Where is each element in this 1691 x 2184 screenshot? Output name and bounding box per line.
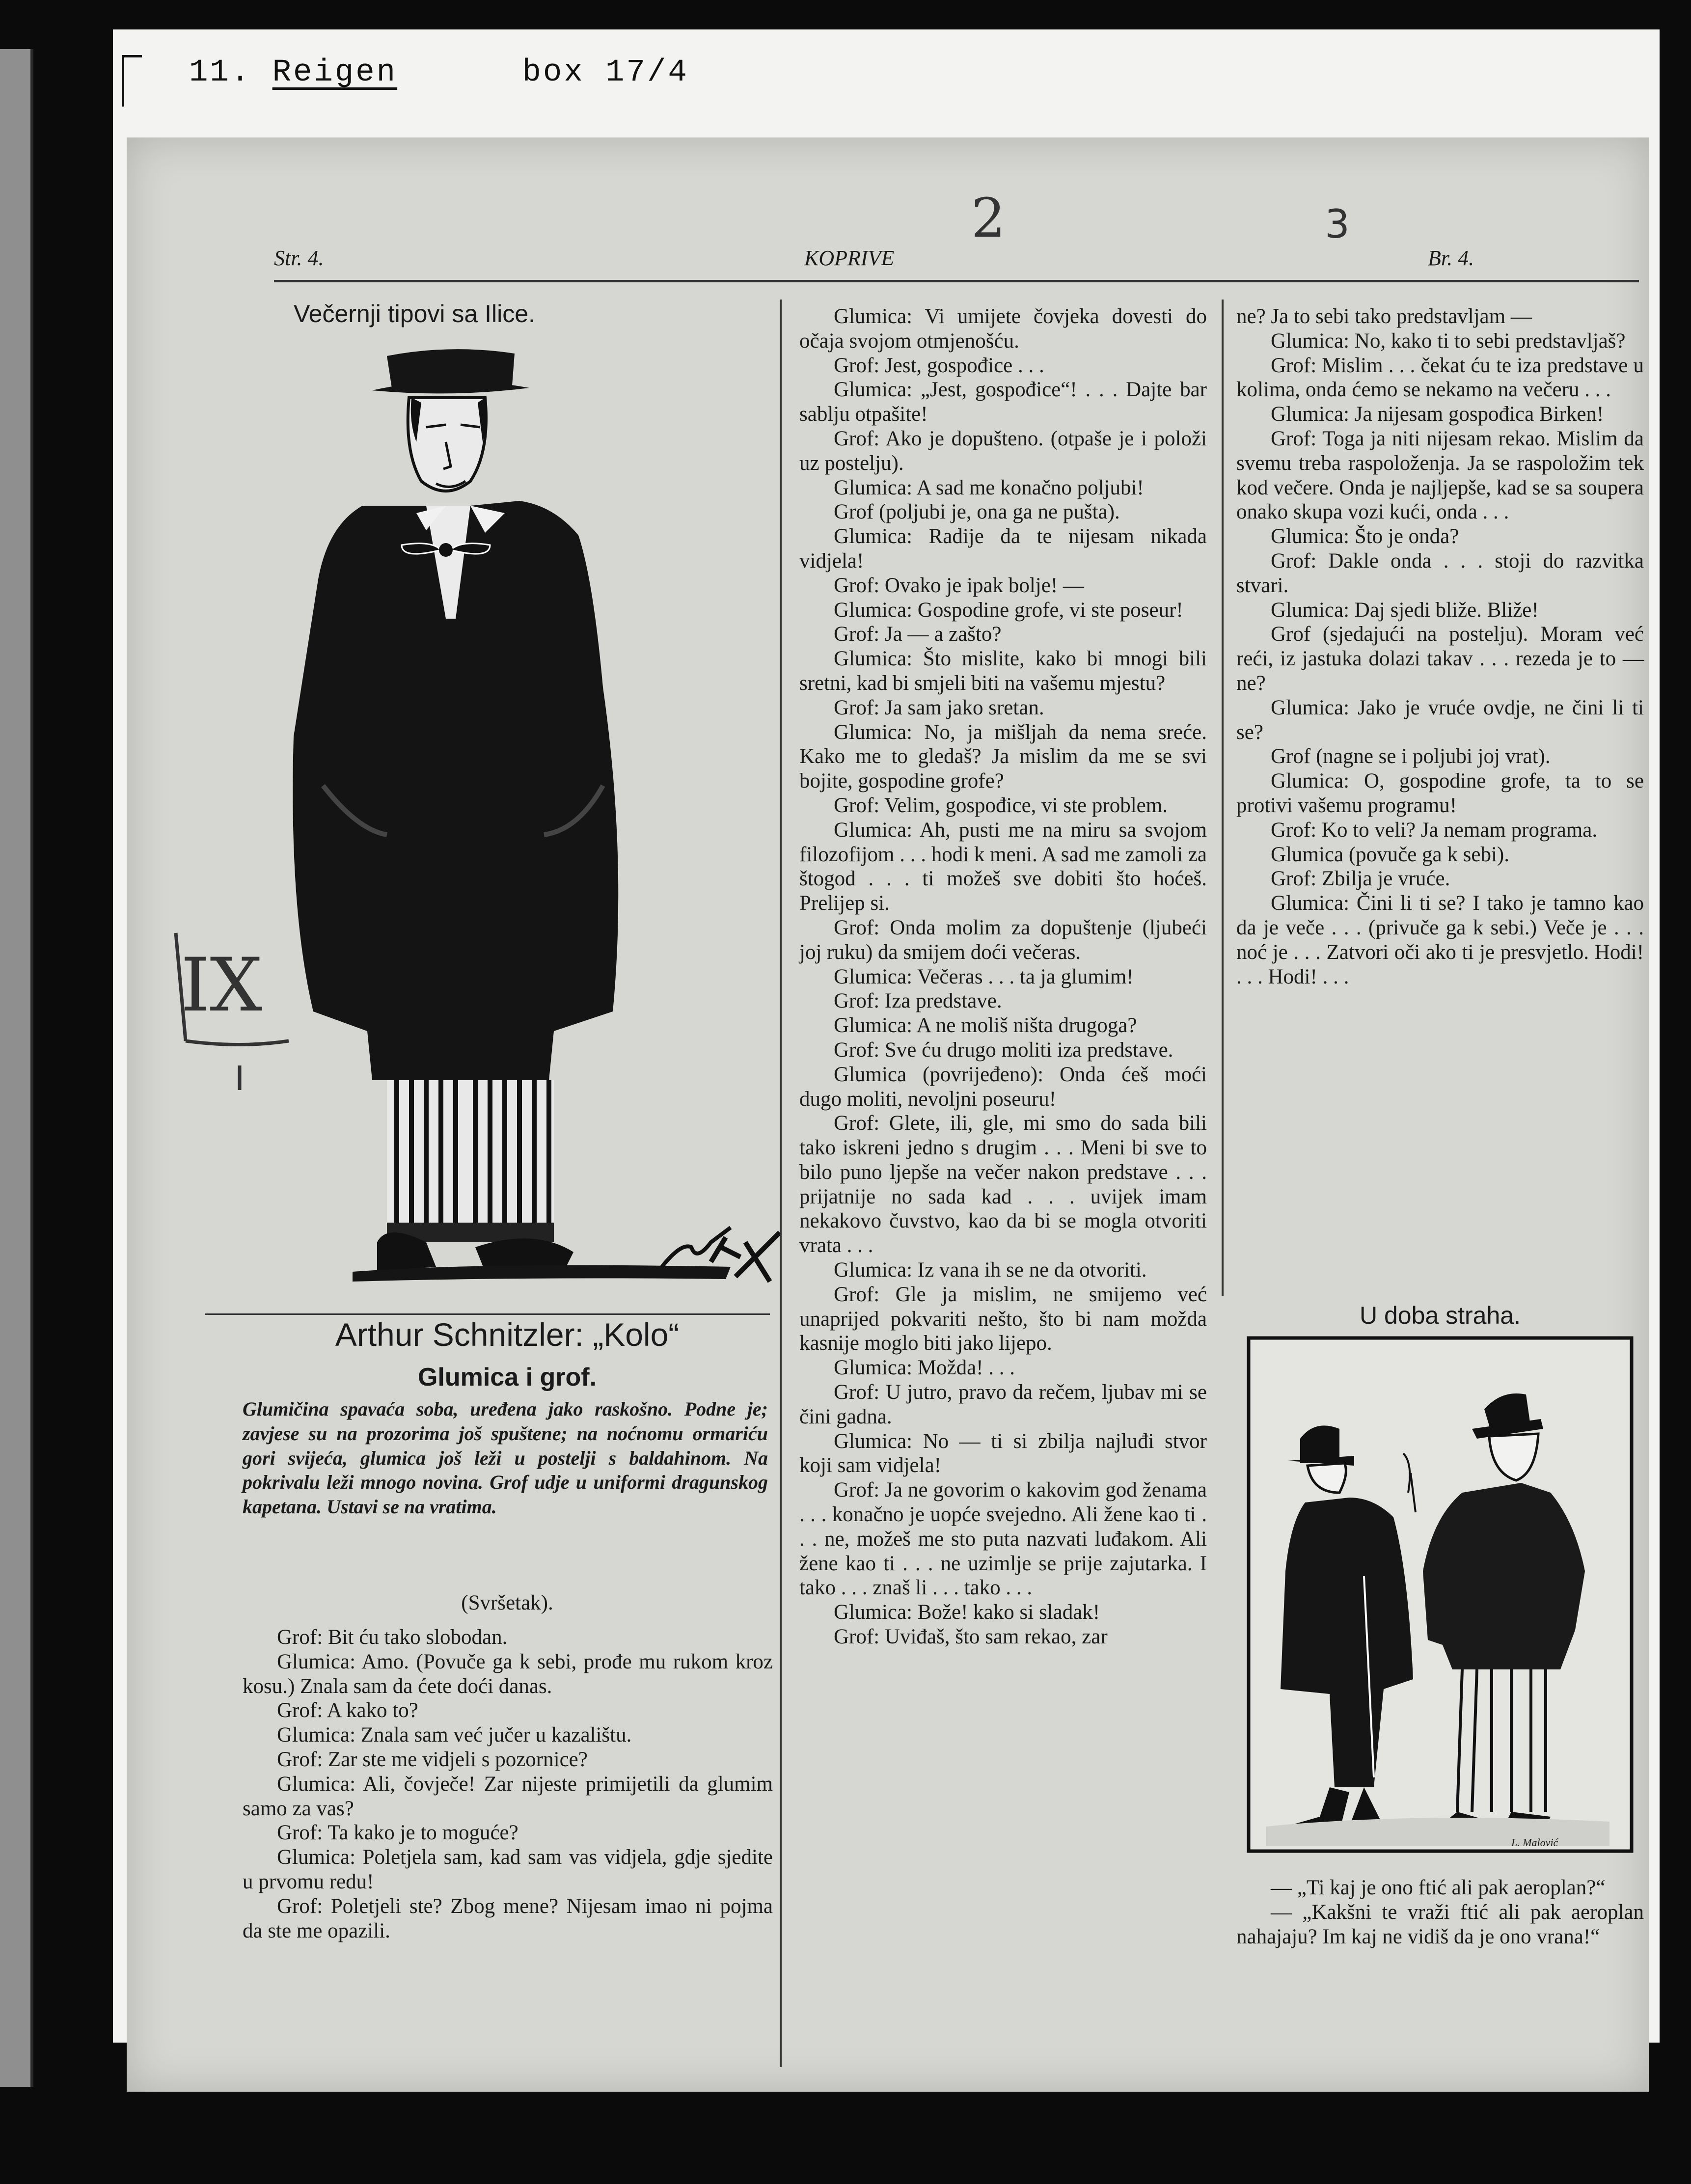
dialogue-line: Glumica: Poletjela sam, kad sam vas vidjela, gdje sjedite u prvomu redu!	[243, 1846, 773, 1893]
dialogue-line: Grof: Ko to veli? Ja nemam programa.	[1271, 818, 1598, 842]
dialogue-line: Glumica: Ah, pusti me na miru sa svojom filozofijom . . . hodi k meni. A sad me zamoli za štogod . . . ti možeš sve dobiti što hoćeš. Prelijep si.	[799, 818, 1207, 915]
article-subtitle: Glumica i grof.	[417, 1363, 597, 1392]
evening-gentleman-cartoon	[240, 344, 760, 1301]
dialogue-line: Grof: Ja sam jako sretan.	[834, 696, 1044, 719]
dialogue-line: Grof: Iza predstave.	[834, 989, 1002, 1013]
dialogue-line: Grof: Ovako je ipak bolje! —	[834, 573, 1084, 597]
column-3-dialogue	[1236, 304, 1644, 989]
ending-note: (Svršetak).	[461, 1591, 553, 1614]
box-number: box 17/4	[522, 55, 689, 90]
corner-mark	[122, 55, 142, 107]
dialogue-line: Grof: Glete, ili, gle, mi smo do sada bili tako iskreni jedno s drugim . . . Meni bi sve to bilo puno ljepše na večer nakon predstave . . . prijatnije no sada kad . . . uvijek imam nekakovo čuvstvo, kao da bi se mogla otvoriti vrata . . .	[799, 1112, 1207, 1257]
dialogue-line: Grof: Ja ne govorim o kakovim god ženama . . . konačno je uopće svejedno. Ali žene kao ti . . . ne, možeš me sto puta nazvati luđakom. Ali žene kao ti . . . ne uzimlje se prije zajutarka. I tako . . . znaš li . . . tako . . .	[799, 1478, 1207, 1600]
dialogue-line: Glumica: Večeras . . . ta ja glumim!	[834, 965, 1134, 988]
dialogue-line: Grof: Poletjeli ste? Zbog mene? Nijesam imao ni pojma da ste me opazili.	[243, 1894, 773, 1942]
dialogue-line: Glumica: Čini li ti se? I tako je tamno kao da je veče . . . (privuče ga k sebi.) Veče je . . . noć je . . . Zatvori oči ako ti je presvjetlo. Hodi! . . . Hodi! . . .	[1236, 892, 1644, 988]
dialogue-line: Grof: Sve ću drugo moliti iza predstave.	[834, 1038, 1173, 1062]
column-divider-left	[780, 300, 782, 2067]
handwritten-page-number: 2	[971, 187, 1006, 249]
dialogue-line: Glumica: A ne moliš ništa drugoga?	[834, 1014, 1137, 1037]
dialogue-line: Glumica: Bože! kako si sladak!	[834, 1601, 1100, 1624]
newspaper-page	[127, 137, 1649, 2092]
dialogue-line: Glumica: Vi umijete čovjeka dovesti do očaja svojom otmjenošću.	[799, 305, 1207, 353]
dialogue-line: Grof: U jutro, pravo da rečem, ljubav mi se čini gadna.	[799, 1381, 1207, 1428]
dialogue-line: Grof: Zar ste me vidjeli s pozornice?	[277, 1747, 588, 1771]
dialogue-line: Grof: Ja — a zašto?	[834, 623, 1002, 646]
archive-label	[189, 55, 689, 90]
dialogue-line: Glumica: „Jest, gospođice“! . . . Dajte bar sablju otpašite!	[799, 378, 1207, 426]
dialogue-line: Grof: Uviđaš, što sam rekao, zar	[834, 1625, 1108, 1649]
dialogue-line: Grof: Ta kako je to moguće?	[277, 1821, 518, 1845]
dialogue-line: ne? Ja to sebi tako predstavljam —	[1236, 305, 1532, 328]
dialogue-line: Grof: Toga ja niti nijesam rekao. Mislim da svemu treba raspoloženja. Ja se raspoložim tek kod večere. Onda je najljepše, kad se sa soupera onako skupa vozi kući, onda . . .	[1236, 427, 1644, 524]
dialogue-line: Glumica: Znala sam već jučer u kazalištu.	[277, 1723, 632, 1747]
dialogue-line: Grof: Dakle onda . . . stoji do razvitka stvari.	[1236, 549, 1644, 597]
stage-direction: Glumičina spavaća soba, uređena jako raskošno. Podne je; zavjese su na prozorima još spuštene; na noćnomu ormariću gori svijeća, glumica još leži u postelji s baldahinom. Na pokrivalu leži mnogo novina. Grof udje u uniformi dragunskog kapetana. Ustavi se na vratima.	[243, 1398, 768, 1518]
handwritten-mark: 3	[1325, 201, 1350, 247]
cartoon-top-title: Večernji tipovi sa Ilice.	[294, 300, 535, 328]
item-number: 11.	[189, 55, 252, 90]
dialogue-line: Grof: Ako je dopušteno. (otpaše je i položi uz postelju).	[799, 427, 1207, 475]
dialogue-line: Glumica: Ja nijesam gospođica Birken!	[1271, 403, 1604, 426]
dialogue-line: Glumica: No — ti si zbilja najluđi stvor koji sam vidjela!	[799, 1429, 1207, 1477]
dialogue-line: Glumica: Ali, čovječe! Zar nijeste primijetili da glumim samo za vas?	[243, 1772, 773, 1820]
header-rule	[274, 280, 1639, 282]
bird-or-airplane-cartoon	[1118, 1198, 1691, 1861]
dialogue-line: Grof: Velim, gospođice, vi ste problem.	[834, 793, 1168, 817]
column-1-dialogue	[243, 1625, 773, 1943]
dialogue-line: Glumica: Jako je vruće ovdje, ne čini li ti se?	[1236, 696, 1644, 744]
cartoon-top-signature	[706, 1228, 785, 1291]
dialogue-line: Glumica: Gospodine grofe, vi ste poseur!	[834, 598, 1183, 622]
dialogue-line: Glumica: No, ja mišljah da nema sreće. Kako me to gledaš? Ja mislim da me se svi bojite, gospodine grofe?	[799, 720, 1207, 793]
dialogue-line: Grof (poljubi je, ona ga ne pušta).	[834, 500, 1120, 524]
cartoon-bottom-rule	[205, 1313, 770, 1315]
dialogue-line: Glumica: No, kako ti to sebi predstavljaš?	[1271, 329, 1626, 353]
dialogue-line: Glumica (povuče ga k sebi).	[1271, 843, 1509, 866]
dialogue-line: Glumica: Iz vana ih se ne da otvoriti.	[834, 1258, 1147, 1282]
dialogue-line: Glumica (povrijeđeno): Onda ćeš moći dugo moliti, nevoljni poseuru!	[799, 1063, 1207, 1111]
dialogue-line: Glumica: Radije da te nijesam nikada vidjela!	[799, 525, 1207, 573]
journal-title: KOPRIVE	[804, 246, 895, 270]
dialogue-line: Grof: Gle ja mislim, ne smijemo već unaprijed pokvariti nešto, što bi nam možda kasnije moglo biti jako lijepo.	[799, 1283, 1207, 1355]
dialogue-line: Grof: Jest, gospođice . . .	[834, 354, 1044, 377]
dialogue-line: Glumica: Daj sjedi bliže. Bliže!	[1271, 598, 1539, 622]
issue-number: Br. 4.	[1428, 246, 1474, 270]
adjacent-page-edge	[0, 49, 33, 2087]
dialogue-line: Grof: A kako to?	[277, 1699, 418, 1722]
dialogue-line: Glumica: Što je onda?	[1271, 525, 1459, 548]
joke-line: — „Kakšni te vraži ftić ali pak aeroplan nahajaju? Im kaj ne vidiš da je ono vrana!“	[1236, 1900, 1644, 1948]
cartoon-bottom-title: U doba straha.	[1360, 1302, 1521, 1329]
handwritten-roman-numeral: IX	[181, 943, 263, 1028]
page-number-header: Str. 4.	[274, 246, 324, 270]
cartoon-bottom-signature: L. Malović	[1511, 1836, 1558, 1849]
dialogue-line: Glumica: O, gospodine grofe, ta to se protivi vašemu programu!	[1236, 769, 1644, 817]
dialogue-line: Grof (nagne se i poljubi joj vrat).	[1271, 745, 1551, 768]
dialogue-line: Grof: Bit ću tako slobodan.	[277, 1626, 508, 1649]
cartoon-caption-joke	[1236, 1876, 1644, 1949]
joke-line: — „Ti kaj je ono ftić ali pak aeroplan?“	[1271, 1876, 1606, 1899]
column-divider-right	[1222, 300, 1224, 1296]
dialogue-line: Grof: Mislim . . . čekat ću te iza predstave u kolima, onda ćemo se nekamo na večeru . . .	[1236, 354, 1644, 402]
dialogue-line: Glumica: Što mislite, kako bi mnogi bili sretni, kad bi smjeli biti na vašemu mjestu?	[799, 647, 1207, 695]
article-title: Arthur Schnitzler: „Kolo“	[335, 1316, 680, 1353]
dialogue-line: Glumica: A sad me konačno poljubi!	[834, 476, 1144, 499]
item-title: Reigen	[272, 55, 398, 90]
dialogue-line: Glumica: Možda! . . .	[834, 1356, 1015, 1380]
dialogue-line: Glumica: Amo. (Povuče ga k sebi, prođe mu rukom kroz kosu.) Znala sam da ćete doći danas.	[243, 1650, 773, 1698]
dialogue-line: Grof (sjedajući na postelju). Moram već reći, iz jastuka dolazi takav . . . rezeda je to — ne?	[1236, 623, 1644, 695]
dialogue-line: Grof: Zbilja je vruće.	[1271, 867, 1450, 891]
dialogue-line: Grof: Onda molim za dopuštenje (ljubeći joj ruku) da smijem doći večeras.	[799, 916, 1207, 964]
